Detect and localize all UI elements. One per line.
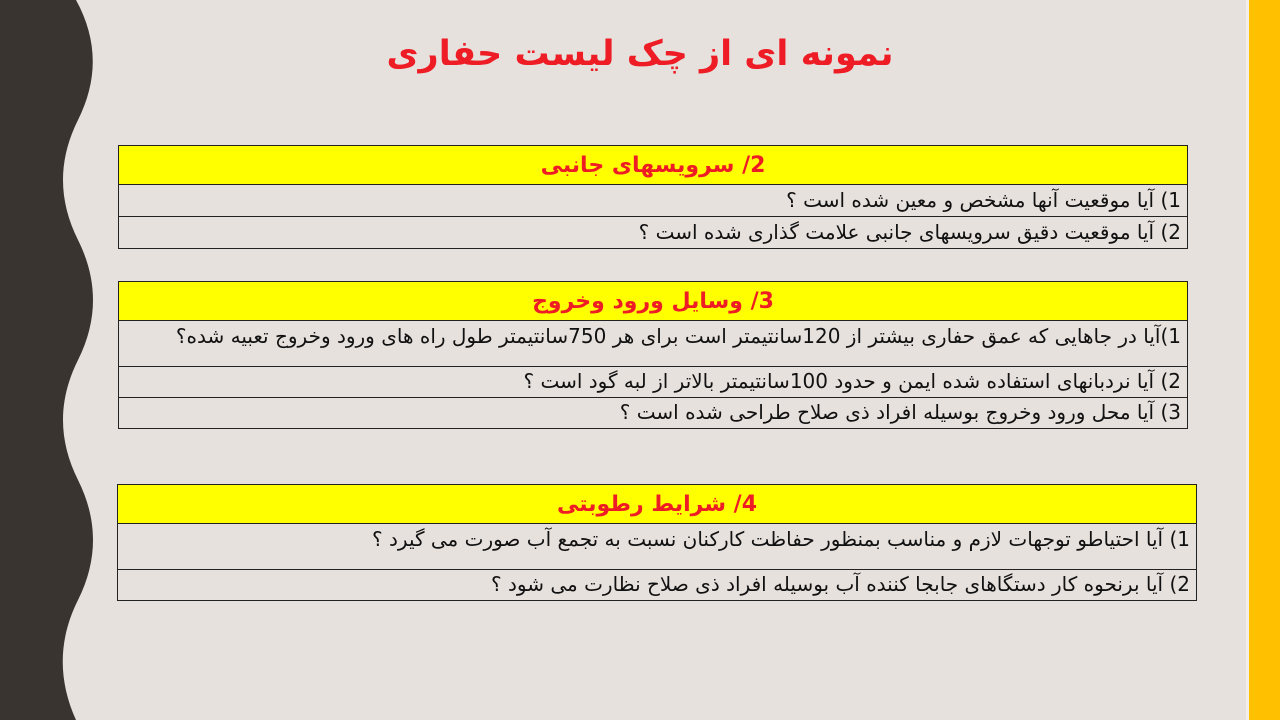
page-title: نمونه ای از چک لیست حفاری — [386, 34, 894, 74]
section-header: 4/ شرایط رطوبتی — [118, 485, 1197, 524]
section-header: 3/ وسایل ورود وخروج — [119, 282, 1188, 321]
accent-stripe — [1249, 0, 1280, 720]
checklist-item: 1)آیا در جاهایی که عمق حفاری بیشتر از 120سانتیمتر است برای هر 750سانتیمتر طول راه های ورود وخروج تعبیه شده؟ — [119, 321, 1188, 367]
checklist-item: 2) آیا نردبانهای استفاده شده ایمن و حدود 100سانتیمتر بالاتر از لبه گود است ؟ — [119, 367, 1188, 398]
section-header: 2/ سرویسهای جانبی — [119, 146, 1188, 185]
checklist-item: 2) آیا برنحوه کار دستگاهای جابجا کننده آب بوسیله افراد ذی صلاح نظارت می شود ؟ — [118, 570, 1197, 601]
wavy-side-band — [0, 0, 100, 720]
wave-shape — [0, 0, 93, 720]
checklist-section-entry-exit — [118, 281, 1188, 429]
checklist-item: 2) آیا موقعیت دقیق سرویسهای جانبی علامت گذاری شده است ؟ — [119, 217, 1188, 249]
checklist-item: 3) آیا محل ورود وخروج بوسیله افراد ذی صلاح طراحی شده است ؟ — [119, 398, 1188, 429]
checklist-item: 1) آیا احتیاطو توجهات لازم و مناسب بمنظور حفاظت کارکنان نسبت به تجمع آب صورت می گیرد ؟ — [118, 524, 1197, 570]
checklist-section-moisture — [117, 484, 1197, 601]
checklist-item: 1) آیا موقعیت آنها مشخص و معین شده است ؟ — [119, 185, 1188, 217]
checklist-section-side-services — [118, 145, 1188, 249]
